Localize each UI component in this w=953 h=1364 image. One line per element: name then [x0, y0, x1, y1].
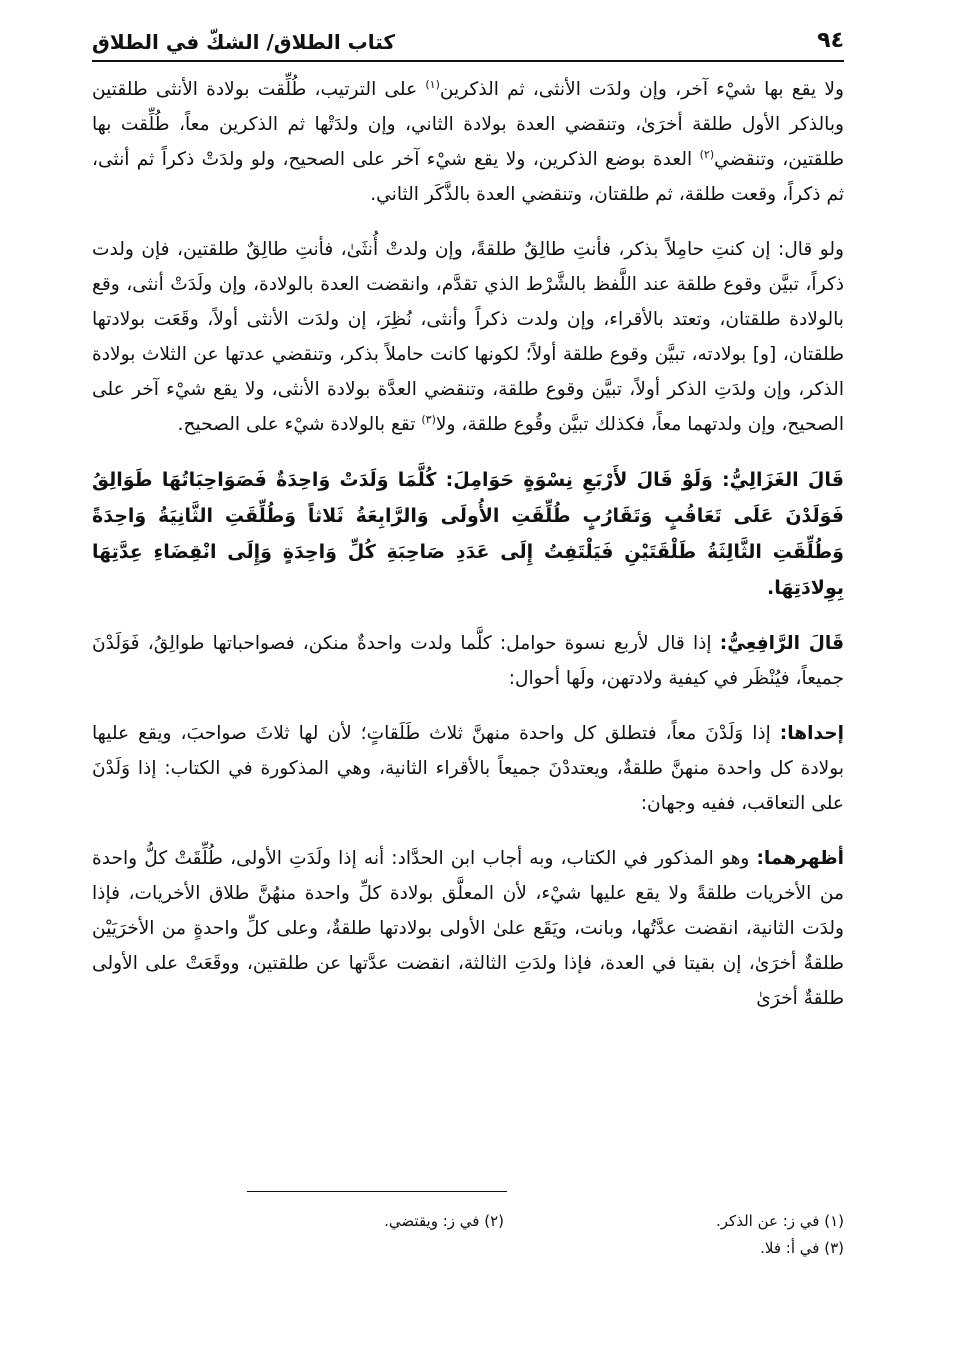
azharuhuma-label: أظهرهما: — [756, 848, 844, 870]
footnote-1: (١) في ز: عن الذكر. — [716, 1212, 844, 1230]
paragraph-text: العدة بوضع الذكرين، ولا يقع شيْء آخر على الصحيح، ولو ولدَتْ ذكراً ثم أنثى، ثم ذكراً، وقعت طلقة، ثم طلقتان، وتنقضي العدة بالذَّكَر الثاني. — [92, 149, 844, 206]
paragraph-1 — [92, 72, 844, 212]
azharuhuma-text: وهو المذكور في الكتاب، وبه أجاب ابن الحدَّاد: أنه إذا ولَدَتِ الأولى، طُلِّقَتْ كلُّ واحدة من الأخريات طلقةً ولا يقع عليها شيْء، لأن المعلَّق بولادة كلِّ واحدة منهُنَّ طلاق الأخريات، فإذا ولدَت الثانية، انقضت عدَّتُها، وبانت، ويَقَع علىٰ الأولى بولادتها طلقةٌ، وعلى كلِّ واحدةٍ من الأخرَيَيْن طلقةٌ أخرَىٰ، إن بقيتا في العدة، فإذا ولدَتِ الثالثة، انقضت عدَّتها عن طلقتين، ووقَعَتْ على الأولى طلقةٌ أخرَىٰ — [92, 848, 844, 1010]
footnote-divider — [247, 1191, 507, 1192]
page — [92, 22, 844, 1022]
footnotes — [250, 1208, 844, 1262]
paragraph-text: تقع بالولادة شيْء على الصحيح. — [177, 414, 422, 436]
paragraph-text: ولا يقع بها شيْء آخر، وإن ولدَت الأنثى، ثم الذكرين — [439, 79, 844, 101]
footnote-2: (٢) في ز: ويقتضي. — [384, 1212, 504, 1230]
running-header — [92, 22, 844, 62]
rafii-paragraph — [92, 626, 844, 696]
page-body — [92, 72, 844, 1016]
footnote-marker: (٣) — [421, 413, 436, 427]
paragraph-text: على الترتيب، طُلِّقت بولادة الأنثى طلقتين وبالذكر الأول طلقة أخرَىٰ، وتنقضي العدة بولادة الثاني، وإن ولدَتْها ثم الذكرين معاً، طُلِّقت بها طلقتين، وتنقضي — [92, 79, 844, 171]
running-title: كتاب الطلاق/ الشكّ في الطلاق — [92, 30, 396, 55]
paragraph-2 — [92, 232, 844, 442]
rafii-label: قَالَ الرَّافِعِيُّ: — [719, 633, 844, 655]
footnote-row — [250, 1235, 844, 1262]
azharuhuma-paragraph — [92, 841, 844, 1016]
paragraph-text: ولو قال: إن كنتِ حامِلاً بذكر، فأنتِ طالِقٌ طلقةً، وإن ولدتْ أُنثَىٰ، فأنتِ طالِقٌ طلقتين، فإن ولدت ذكراً، تبيَّن وقوع طلقة عند اللَّفظ بالشَّرْط الذي تقدَّم، وانقضت العدة بالولادة، وإن ولَدَتْ أنثى، وقع بالولادة طلقتان، وتعتد بالأقراء، وإن ولدت ذكراً وأنثى، نُظِرَ، إن ولدَت الأنثى أولاً، وقَعَت بولادتها طلقتان، [و] بولادته، تبيَّن وقوع طلقة أولاً؛ لكونها كانت حاملاً بذكر، وتنقضي عدتها عن الثلاث بولادة الذكر، وإن ولدَتِ الذكر أولاً، تبيَّن وقوع طلقة، وتنقضي العدَّة بولادة الأنثى، ولا يقع شيْء آخر على الصحيح، وإن ولدتهما معاً، فكذلك تبيَّن وقُوع طلقة، ولا — [92, 239, 844, 436]
footnote-marker: (٢) — [699, 148, 715, 162]
ihdaha-text: إذا وَلَدْنَ معاً، فتطلق كل واحدة منهنَّ ثلاث طَلَقاتٍ؛ لأن لها ثلاثَ صواحبَ، ويقع عليها بولادة كل واحدة منهنَّ طلقةٌ، ويعتددْنَ جميعاً بالأقراء الثانية، وهي المذكورة في الكتاب: إذا وَلَدْنَ على التعاقب، ففيه وجهان: — [92, 723, 844, 815]
footnote-marker: (١) — [425, 78, 440, 92]
rafii-text: إذا قال لأربع نسوة حوامل: كلَّما ولدت واحدةٌ منكن، فصواحباتها طوالِقُ، فَوَلَدْنَ جميعاً، فيُنْظَر في كيفية ولادتهن، ولَها أحوال: — [92, 633, 844, 690]
ghazali-quote: قَالَ الغَزَالِيُّ: وَلَوْ قَالَ لأَرْبَعِ نِسْوَةٍ حَوَامِلَ: كُلَّمَا وَلَدَتْ وَاحِدَةٌ فَصَوَاحِبَاتُهَا طَوَالِقُ فَوَلَدْنَ عَلَى تَعَاقُبٍ وَتَقَارُبٍ طُلِّقَتِ الأُولَى وَالرَّابِعَةُ ثَلاثاً وَطُلِّقَتِ الثَّانِيَةُ وَاحِدَةً وَطُلِّقَتِ الثَّالِثَةُ طَلْقَتَيْنِ فَيَلْتَفِتُ إِلَى عَدَدِ صَاحِبَةِ كُلِّ وَاحِدَةٍ وَإِلَى انْقِضَاءِ عِدَّتِهَا بِوِلادَتِهَا. — [92, 469, 844, 600]
page-number: ٩٤ — [817, 28, 844, 53]
footnote-3: (٣) في أ: فلا. — [760, 1239, 844, 1257]
footnote-row — [250, 1208, 844, 1235]
ihdaha-label: إحداها: — [779, 723, 844, 745]
ihdaha-paragraph — [92, 716, 844, 821]
